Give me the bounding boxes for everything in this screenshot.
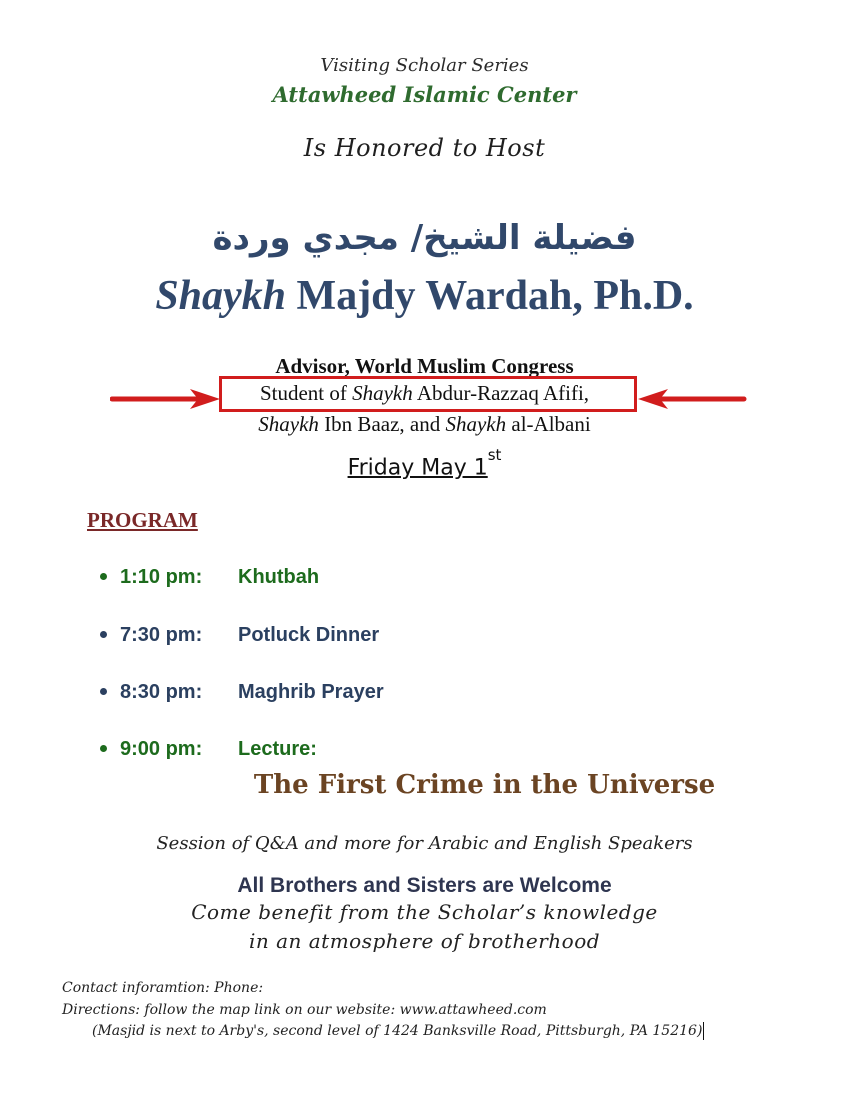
event-date (0, 446, 849, 481)
teacher-2: Ibn Baaz, and (318, 412, 446, 436)
session-line: Session of Q&A and more for Arabic and English Speakers (156, 833, 693, 854)
shaykh-word: Shaykh (352, 381, 413, 405)
program-label: Potluck Dinner (238, 624, 380, 646)
program-heading: PROGRAM (87, 508, 198, 532)
arrow-right-icon (110, 388, 222, 410)
teacher-1: Abdur-Razzaq Afifi, (412, 381, 590, 405)
welcome-line: All Brothers and Sisters are Welcome (237, 874, 612, 897)
series-title: Visiting Scholar Series (320, 55, 529, 76)
student-prefix: Student of (259, 381, 353, 405)
bullet-icon (100, 745, 107, 752)
program-item (100, 738, 317, 761)
bullet-icon (100, 688, 107, 695)
center-name: Attawheed Islamic Center (272, 82, 577, 107)
bullet-icon (100, 631, 107, 638)
address-text: (Masjid is next to Arby's, second level of 1424 Banksville Road, Pittsburgh, PA 15216) (92, 1023, 703, 1039)
shaykh-word: Shaykh (258, 412, 319, 436)
benefit-line: Come benefit from the Scholar’s knowledge (191, 900, 658, 924)
text-cursor (703, 1022, 704, 1040)
program-time: 8:30 pm: (120, 681, 203, 703)
program-label: Lecture: (238, 738, 317, 760)
program-time: 9:00 pm: (120, 738, 203, 760)
advisor-line: Advisor, World Muslim Congress (275, 354, 574, 378)
date-suffix: st (487, 446, 502, 464)
program-item (100, 681, 384, 704)
honored-line: Is Honored to Host (303, 134, 546, 162)
program-label: Khutbah (238, 566, 320, 588)
program-time: 7:30 pm: (120, 624, 203, 646)
program-time: 1:10 pm: (120, 566, 203, 588)
scholar-title-prefix: Shaykh (155, 273, 287, 319)
contact-phone: Contact inforamtion: Phone: (62, 980, 264, 996)
arrow-left-icon (636, 388, 748, 410)
contact-directions: Directions: follow the map link on our website: www.attawheed.com (62, 1002, 547, 1018)
teachers-line (0, 412, 849, 437)
program-label: Maghrib Prayer (238, 681, 384, 703)
arabic-name: فضيلة الشيخ/ مجدي وردة (212, 218, 637, 258)
contact-address (92, 1022, 704, 1040)
bullet-icon (100, 573, 107, 580)
program-item (100, 566, 319, 589)
scholar-name (0, 272, 849, 320)
teacher-3: al-Albani (506, 412, 591, 436)
scholar-name-text: Majdy Wardah, Ph.D. (296, 273, 694, 319)
shaykh-word: Shaykh (445, 412, 507, 436)
atmosphere-line: in an atmosphere of brotherhood (248, 929, 601, 953)
lecture-title: The First Crime in the Universe (253, 770, 716, 800)
date-text: Friday May 1 (347, 455, 488, 481)
program-item (100, 624, 379, 647)
